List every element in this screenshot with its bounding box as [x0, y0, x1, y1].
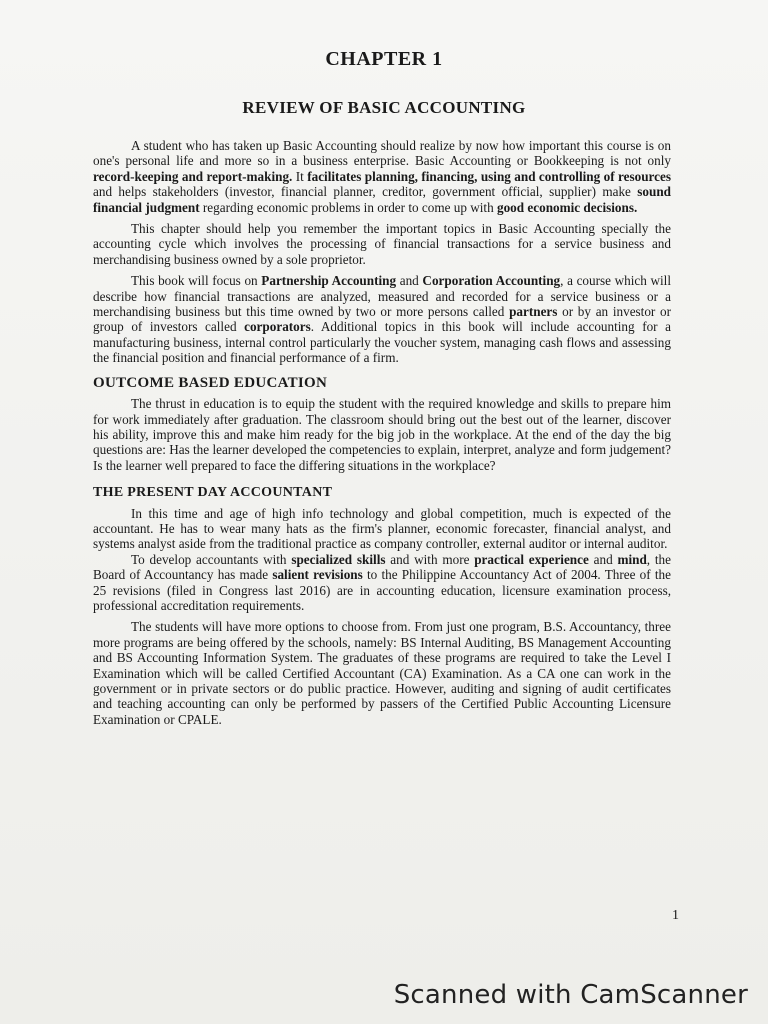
page-number: 1: [672, 908, 679, 923]
emphasis-text: partners: [509, 304, 558, 320]
document-body: [93, 138, 671, 733]
section-heading-obe: OUTCOME BASED EDUCATION: [93, 374, 328, 391]
emphasis-text: mind: [617, 551, 647, 567]
emphasis-text: practical experience: [474, 551, 589, 567]
intro-paragraph-1: A student who has taken up Basic Accounting should realize by now how important this course is on one's personal life and more so in a business enterprise. Basic Accounting or Bookkeeping is not only record-keeping and report-making. It facilitates planning, financing, using and controlling of resources and helps stakeholders (investor, financial planner, creditor, government official, supplier) make sound financial judgment regarding economic problems in order to come up with good economic decisions.: [93, 138, 671, 215]
chapter-title: REVIEW OF BASIC ACCOUNTING: [242, 98, 526, 117]
emphasis-text: record-keeping and report-making.: [93, 168, 293, 184]
camscanner-watermark: Scanned with CamScanner: [393, 980, 748, 1010]
accountant-paragraph-3: The students will have more options to choose from. From just one program, B.S. Accountancy, three more programs are being offered by the schools, namely: BS Internal Auditing, BS Management Accounting and BS Accounting Information System. The graduates of these programs are required to take the Level I Examination which will be called Certified Accountant (CA) Examination. As a CA one can work in the government or in private sectors or do public practice. However, auditing and signing of audit certificates and teaching accounting can only be performed by passers of the Certified Public Accounting Licensure Examination or CPALE.: [93, 619, 671, 727]
emphasis-text: sound financial judgment: [93, 184, 671, 215]
emphasis-text: Corporation Accounting: [422, 273, 561, 289]
emphasis-text: Partnership Accounting: [261, 273, 397, 289]
emphasis-text: specialized skills: [291, 551, 386, 567]
emphasis-text: salient revisions: [272, 567, 363, 583]
intro-paragraph-3: This book will focus on Partnership Accounting and Corporation Accounting, a course which will describe how financial transactions are analyzed, measured and recorded for a service business or a merchandising business but this time owned by two or more persons called partners or by an investor or group of investors called corporators. Additional topics in this book will include accounting for a manufacturing business, internal control particularly the voucher system, managing cash flows and assessing the financial position and financial performance of a firm.: [93, 273, 672, 366]
accountant-paragraph-1: In this time and age of high info technology and global competition, much is expected of the accountant. He has to wear many hats as the firm's planner, economic forecaster, financial analyst, and systems analyst aside from the traditional practice as company controller, external auditor or internal auditor.: [93, 505, 671, 552]
chapter-label: CHAPTER 1: [325, 48, 443, 70]
accountant-paragraph-2: To develop accountants with specialized skills and with more practical experience and mind, the Board of Accountancy has made salient revisions to the Philippine Accountancy Act of 2004. Three of the 25 revisions (filed in Congress last 2016) are in accounting education, licensure examination process, professional accreditation requirements.: [93, 551, 671, 613]
intro-paragraph-2: This chapter should help you remember the important topics in Basic Accounting specially the accounting cycle which involves the processing of financial transactions for a service business and merchandising business owned by a sole proprietor.: [93, 221, 671, 267]
emphasis-text: facilitates planning, financing, using and controlling of resources: [307, 168, 671, 184]
emphasis-text: corporators: [244, 319, 311, 335]
emphasis-text: good economic decisions.: [496, 199, 638, 215]
section-heading-accountant: THE PRESENT DAY ACCOUNTANT: [93, 485, 333, 501]
obe-paragraph: The thrust in education is to equip the student with the required knowledge and skills to prepare him for work immediately after graduation. The classroom should bring out the best out of the learner, discover his ability, improve this and make him ready for the big job in the workplace. At the end of the day the big questions are: Has the learner developed the competencies to explain, interpret, analyze and form judgement? Is the learner well prepared to face the differing situations in the workplace?: [93, 396, 671, 473]
